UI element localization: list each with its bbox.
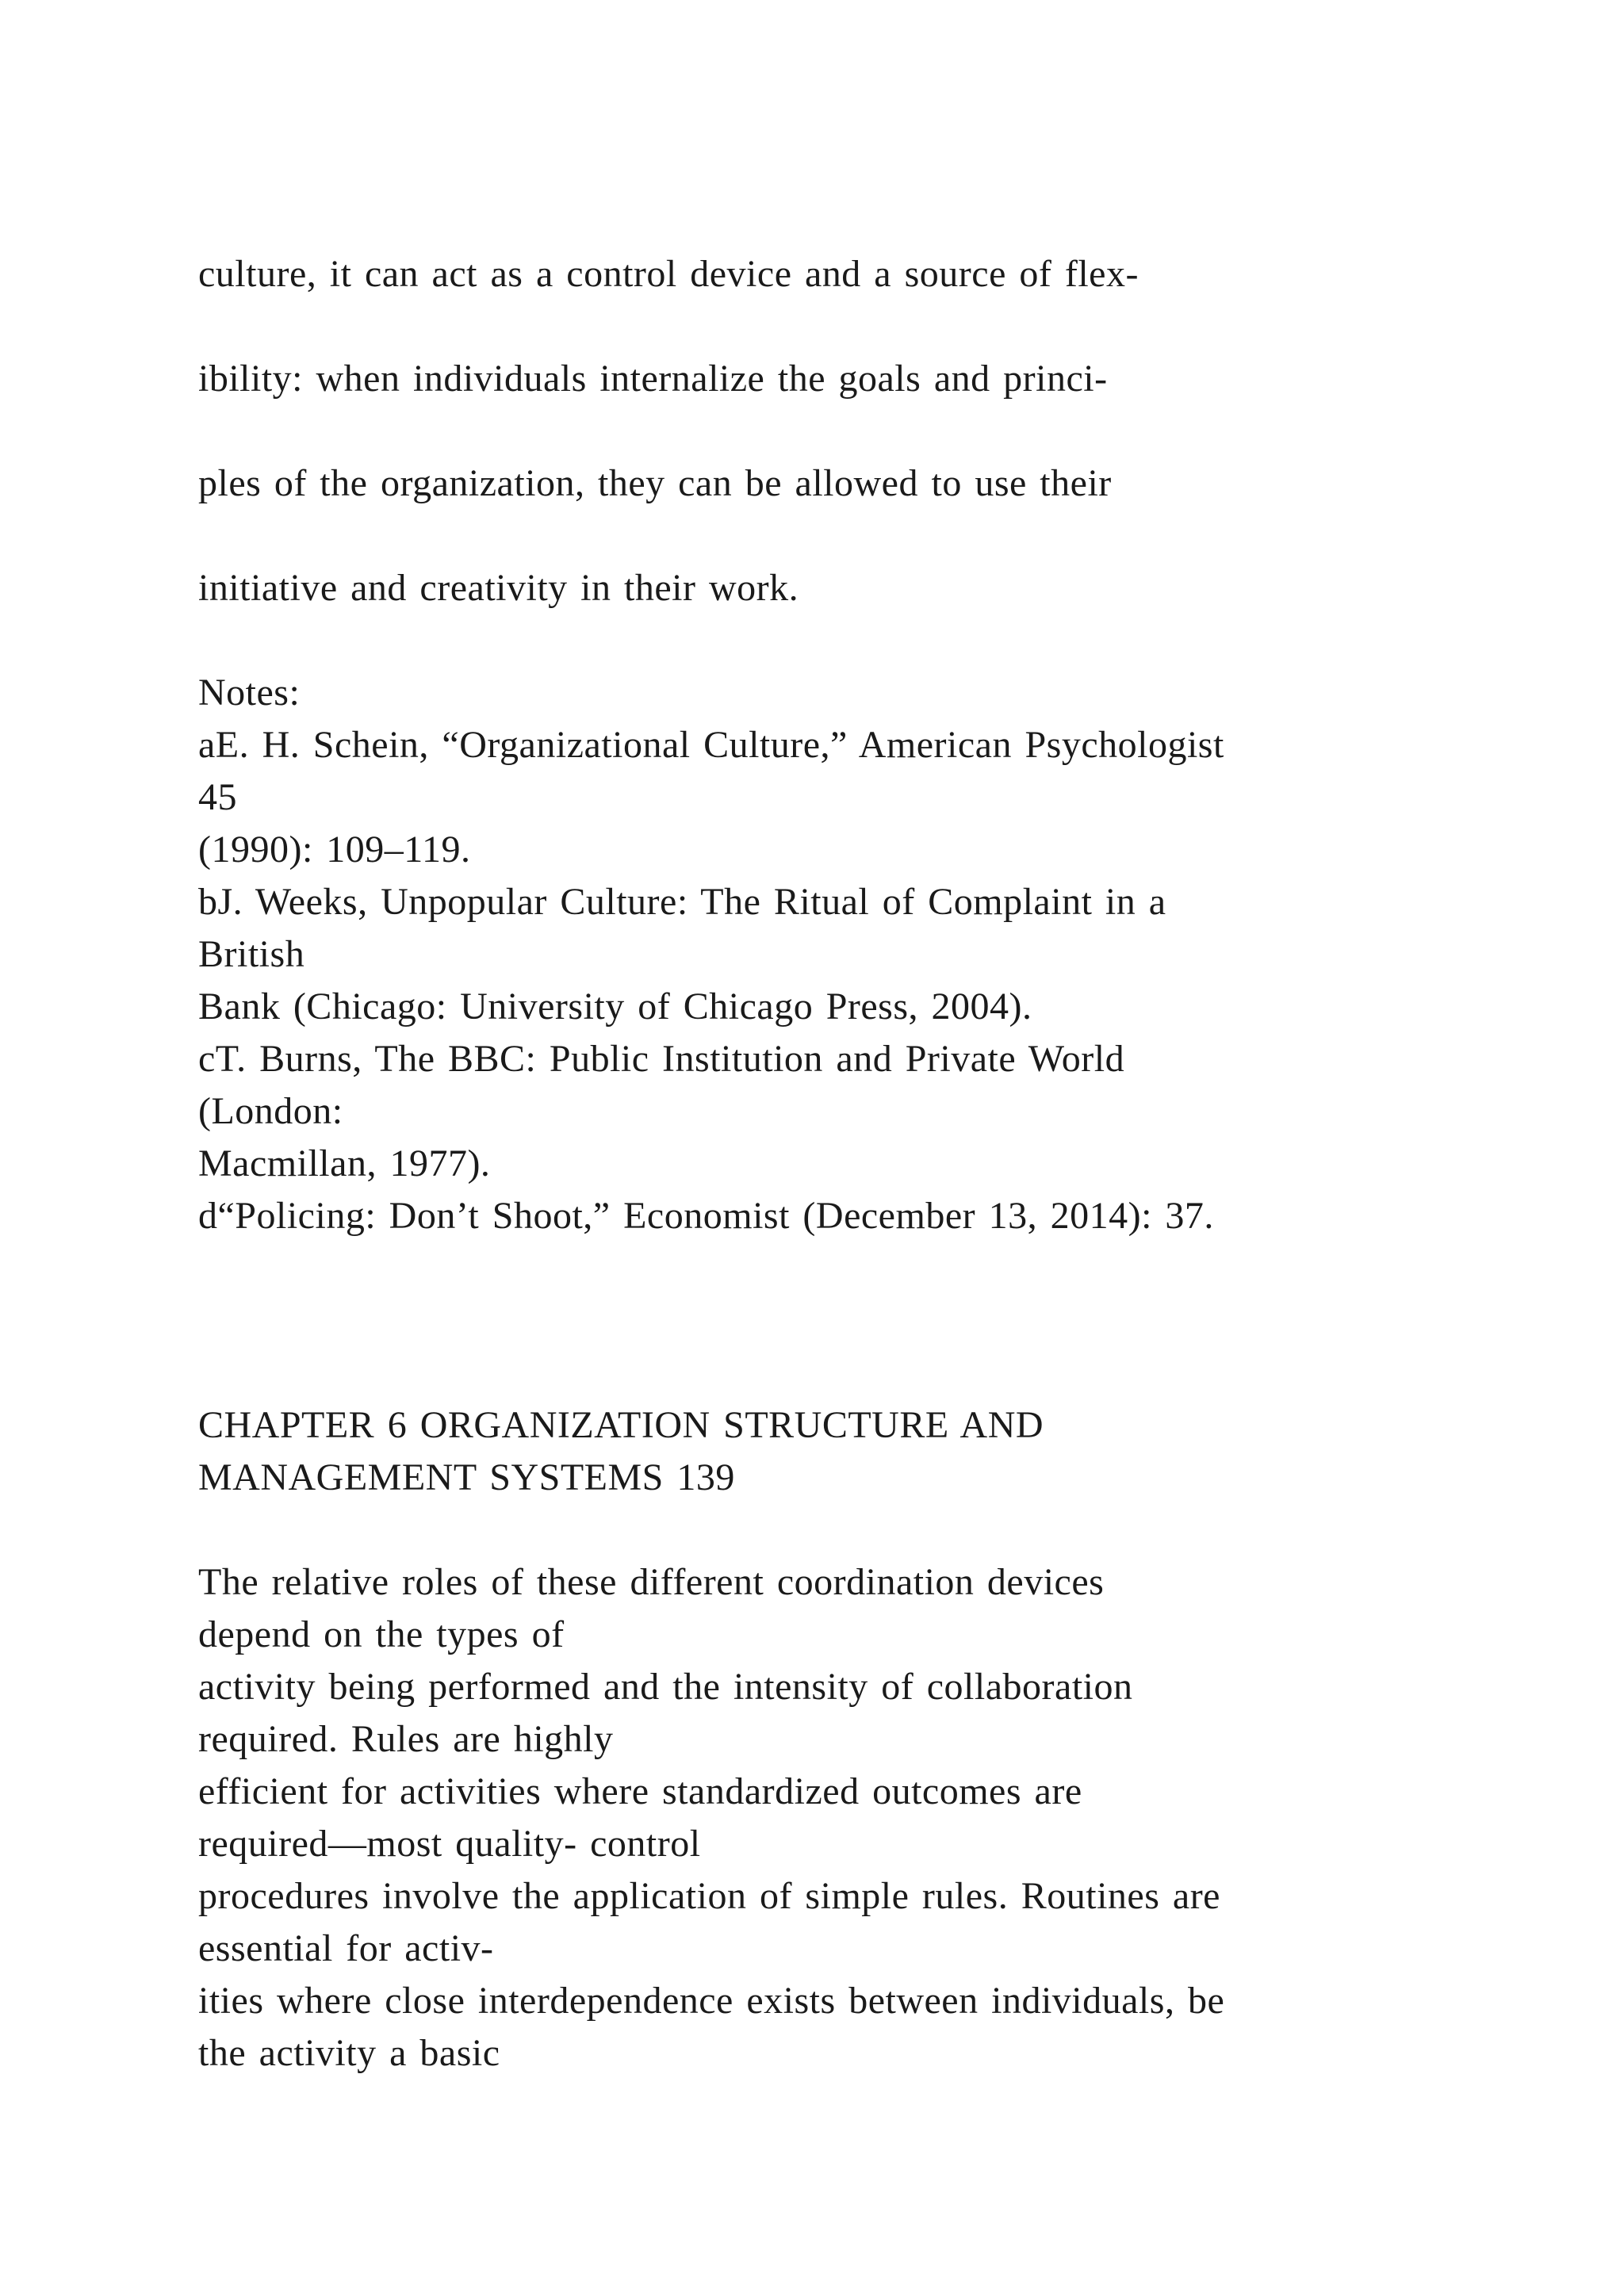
note-line: British [198,933,305,975]
paragraph-line: activity being performed and the intensity of collaboration [198,1666,1133,1708]
chapter-header-line: MANAGEMENT SYSTEMS 139 [198,1456,735,1498]
paragraph-line: required. Rules are highly [198,1718,614,1760]
paragraph-line: initiative and creativity in their work. [198,567,799,609]
paragraph-line: essential for activ- [198,1927,494,1969]
paragraph-line: required—most quality- control [198,1823,701,1865]
note-line: (London: [198,1090,343,1132]
paragraph-line: ples of the organization, they can be allowed to use their [198,462,1112,504]
note-line: bJ. Weeks, Unpopular Culture: The Ritual of Complaint in a [198,881,1166,923]
paragraph-line: procedures involve the application of simple rules. Routines are [198,1875,1220,1917]
paragraph-line: culture, it can act as a control device and a source of flex- [198,253,1139,295]
note-line: d“Policing: Don’t Shoot,” Economist (December 13, 2014): 37. [198,1195,1214,1237]
paragraph-line: depend on the types of [198,1613,565,1655]
notes-heading: Notes: [198,672,301,714]
chapter-header-line: CHAPTER 6 ORGANIZATION STRUCTURE AND [198,1404,1044,1446]
note-line: aE. H. Schein, “Organizational Culture,” American Psychologist [198,724,1224,766]
note-line: cT. Burns, The BBC: Public Institution and Private World [198,1038,1125,1080]
paragraph-line: ities where close interdependence exists between individuals, be [198,1980,1225,2022]
paragraph-line: The relative roles of these different coordination devices [198,1561,1105,1603]
paragraph-line: ibility: when individuals internalize the goals and princi- [198,358,1108,400]
paragraph-line: the activity a basic [198,2032,500,2074]
note-line: Bank (Chicago: University of Chicago Press, 2004). [198,985,1032,1027]
note-line: (1990): 109–119. [198,828,471,871]
paragraph-line: efficient for activities where standardized outcomes are [198,1770,1082,1812]
note-line: 45 [198,776,237,818]
note-line: Macmillan, 1977). [198,1142,491,1184]
